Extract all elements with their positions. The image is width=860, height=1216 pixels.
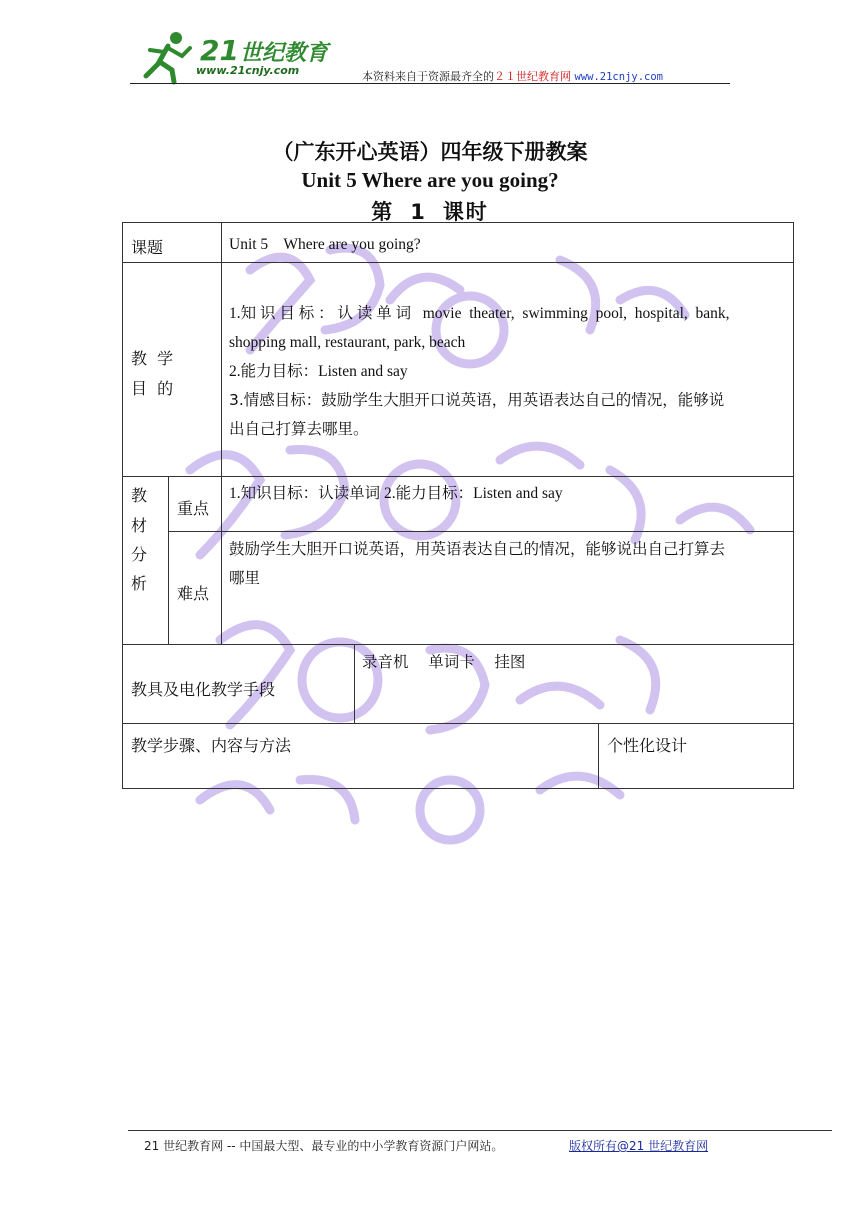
- svg-text:世纪教育: 世纪教育: [240, 41, 329, 66]
- table-line: [168, 476, 169, 644]
- goal-line-1: 1.知 识 目 标 ： 认 读 单 词 movie theater, swimming pool, hospital, bank,: [229, 305, 730, 322]
- goal-line-4: 3.情感目标：鼓励学生大胆开口说英语，用英语表达自己的情况，能够说: [229, 391, 725, 409]
- analysis-char-2: 材: [131, 516, 148, 535]
- unit-title: Unit 5 Where are you going?: [301, 168, 559, 192]
- key-point-value: 1.知识目标：认读单词 2.能力目标：Listen and say: [229, 485, 563, 502]
- header-divider: [130, 83, 730, 84]
- table-border-left: [122, 222, 123, 788]
- analysis-char-3: 分: [131, 545, 148, 564]
- lesson-num: 1: [410, 200, 427, 224]
- topic-label: 课题: [131, 238, 164, 257]
- header-note-prefix: 本资料来自于资源最齐全的: [362, 70, 494, 83]
- table-line: [598, 723, 599, 788]
- header-source-note: [362, 68, 663, 84]
- site-logo[interactable]: [138, 24, 338, 86]
- goal-line-2: shopping mall, restaurant, park, beach: [229, 334, 466, 351]
- key-point-label: 重点: [177, 499, 210, 518]
- table-line: [221, 222, 222, 644]
- lesson-prefix: 第: [371, 200, 395, 224]
- tools-value: 录音机 单词卡 挂图: [362, 653, 526, 671]
- lesson-suffix: 课时: [442, 200, 489, 224]
- difficult-line-2: 哪里: [229, 569, 261, 587]
- table-line: [122, 476, 794, 477]
- header-note-brand: ２１世纪教育网: [494, 70, 571, 83]
- goal-label-line1: 教 学: [131, 349, 174, 368]
- header-note-url[interactable]: www.21cnjy.com: [574, 71, 664, 83]
- svg-text:www.21cnjy.com: www.21cnjy.com: [196, 64, 300, 77]
- document-title: （广东开心英语）四年级下册教案: [272, 140, 588, 164]
- footer-divider: [128, 1130, 832, 1131]
- svg-text:21: 21: [200, 34, 239, 67]
- goal-line-5: 出自己打算去哪里。: [229, 420, 369, 438]
- table-line: [168, 531, 794, 532]
- personalized-design-label: 个性化设计: [607, 736, 688, 755]
- table-border-bottom: [122, 788, 794, 789]
- difficult-point-label: 难点: [177, 584, 210, 603]
- tools-label: 教具及电化教学手段: [131, 680, 276, 699]
- difficult-line-1: 鼓励学生大胆开口说英语，用英语表达自己的情况，能够说出自己打算去: [229, 540, 726, 558]
- table-border-right: [793, 222, 794, 788]
- goal-line-3: 2.能力目标：Listen and say: [229, 363, 408, 380]
- table-line: [354, 644, 355, 723]
- topic-value: Unit 5 Where are you going?: [229, 236, 421, 253]
- table-line: [122, 262, 794, 263]
- table-border-top: [122, 222, 794, 223]
- analysis-char-1: 教: [131, 486, 148, 505]
- footer-copyright-link[interactable]: 版权所有@21 世纪教育网: [569, 1139, 709, 1153]
- goal-label-line2: 目 的: [131, 379, 174, 398]
- steps-label: 教学步骤、内容与方法: [131, 736, 292, 755]
- runner-logo-icon: [138, 24, 338, 86]
- table-line: [122, 644, 794, 645]
- table-line: [122, 723, 794, 724]
- footer-site-note: 21 世纪教育网 -- 中国最大型、最专业的中小学教育资源门户网站。: [144, 1139, 504, 1153]
- analysis-char-4: 析: [131, 574, 148, 593]
